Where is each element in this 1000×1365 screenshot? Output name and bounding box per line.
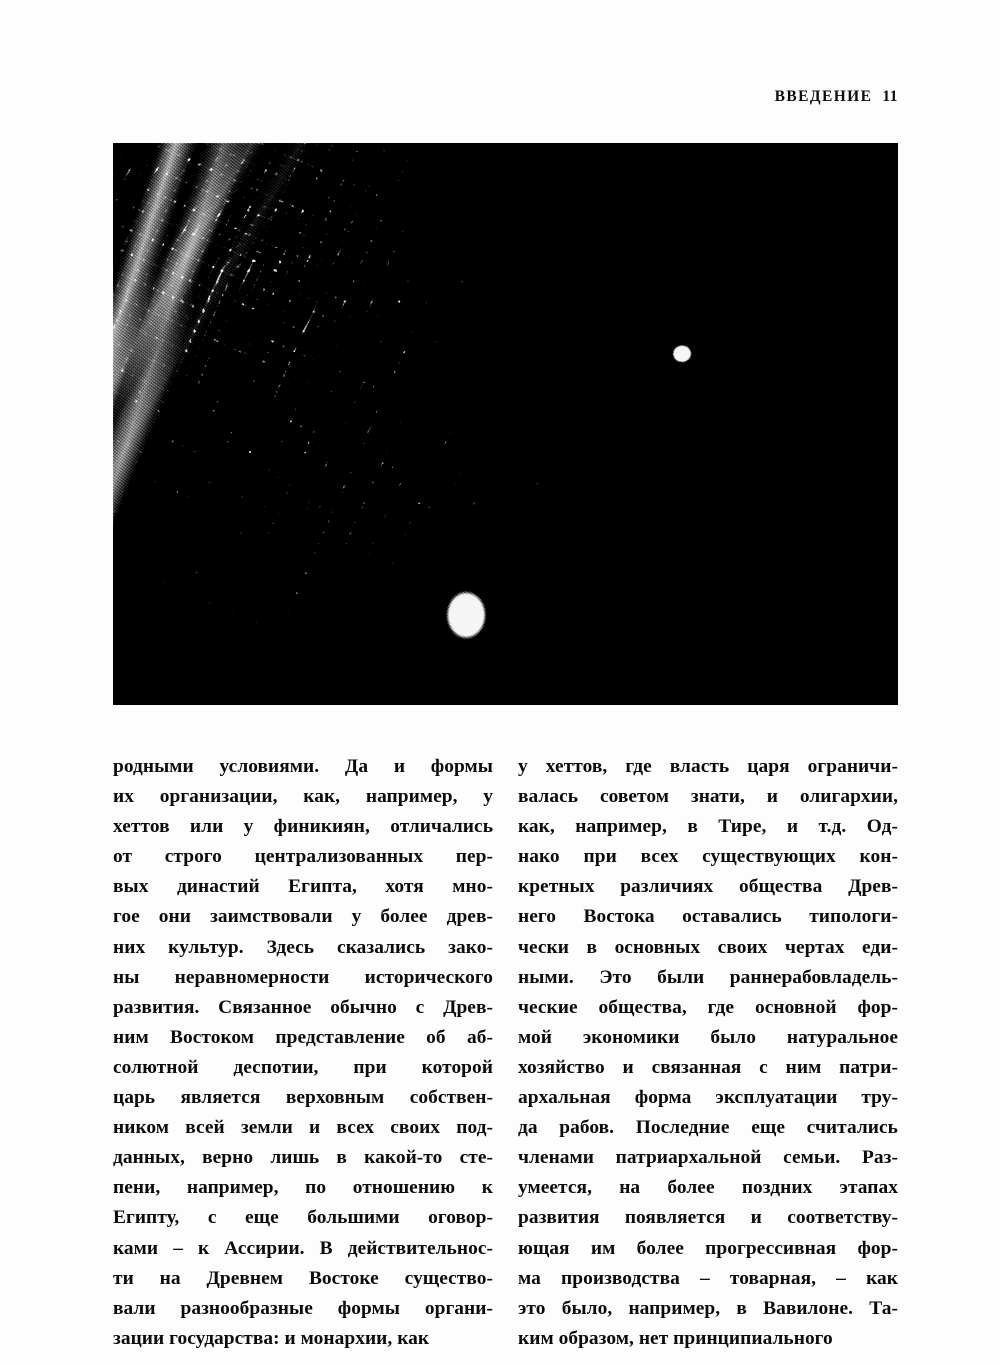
text-column-left bbox=[113, 752, 493, 1354]
text-line: хеттов или у финикиян, отличались bbox=[113, 816, 493, 838]
text-line: у хеттов, где власть царя ограничи- bbox=[518, 756, 898, 777]
running-head bbox=[113, 88, 898, 106]
text-line: ными. Это были раннерабовладель- bbox=[518, 966, 898, 988]
aerial-photograph-figure bbox=[113, 143, 898, 705]
text-line: нако при всех существующих кон- bbox=[518, 846, 898, 868]
text-line: родными условиями. Да и формы bbox=[113, 756, 493, 777]
text-line: архальная форма эксплуатации тру- bbox=[518, 1087, 898, 1109]
text-line: царь является верховным собствен- bbox=[113, 1087, 493, 1109]
text-line: ким образом, нет принципиального bbox=[518, 1327, 833, 1349]
text-line: него Востока оставались типологи- bbox=[518, 906, 898, 928]
text-line: гое они заимствовали у более древ- bbox=[113, 906, 493, 928]
text-line: их организации, как, например, у bbox=[113, 786, 493, 808]
text-line: зации государства: и монархии, как bbox=[113, 1327, 430, 1349]
text-line: вали разнообразные формы органи- bbox=[113, 1297, 493, 1319]
text-line: пени, например, по отношению к bbox=[113, 1177, 493, 1199]
text-line: ны неравномерности исторического bbox=[113, 966, 493, 988]
text-line: ником всей земли и всех своих под- bbox=[113, 1117, 493, 1139]
text-line: членами патриархальной семьи. Раз- bbox=[518, 1147, 898, 1169]
running-head-label: ВВЕДЕНИЕ bbox=[774, 88, 873, 105]
text-line: вых династий Египта, хотя мно- bbox=[113, 876, 493, 898]
text-line: это было, например, в Вавилоне. Та- bbox=[518, 1297, 898, 1319]
text-line: них культур. Здесь сказались зако- bbox=[113, 936, 493, 958]
text-line: от строго централизованных пер- bbox=[113, 846, 493, 868]
text-line: ческие общества, где основной фор- bbox=[518, 996, 898, 1018]
photo-edge-overlay bbox=[113, 143, 898, 705]
text-line: развития. Связанное обычно с Древ- bbox=[113, 996, 493, 1018]
text-column-right bbox=[518, 752, 898, 1354]
text-line: валась советом знати, и олигархии, bbox=[518, 786, 898, 808]
text-line: как, например, в Тире, и т.д. Од- bbox=[518, 816, 898, 838]
text-line: Египту, с еще большими оговор- bbox=[113, 1207, 493, 1229]
text-line: умеется, на более поздних этапах bbox=[518, 1177, 898, 1199]
text-line: солютной деспотии, при которой bbox=[113, 1056, 493, 1078]
text-line: ма производства – товарная, – как bbox=[518, 1267, 898, 1289]
text-line: данных, верно лишь в какой-то сте- bbox=[113, 1147, 493, 1169]
text-line: развития появляется и соответству- bbox=[518, 1207, 898, 1229]
text-line: хозяйство и связанная с ним патри- bbox=[518, 1056, 898, 1078]
text-line: ками – к Ассирии. В действительнос- bbox=[113, 1237, 493, 1259]
text-line: чески в основных своих чертах еди- bbox=[518, 936, 898, 958]
text-line: кретных различиях общества Древ- bbox=[518, 876, 898, 898]
page-number: 11 bbox=[882, 88, 898, 105]
text-line: да рабов. Последние еще считались bbox=[518, 1117, 898, 1139]
text-line: мой экономики было натуральное bbox=[518, 1026, 898, 1048]
aerial-photograph-image bbox=[113, 143, 898, 705]
text-line: ти на Древнем Востоке существо- bbox=[113, 1267, 493, 1289]
paragraph-left bbox=[113, 752, 493, 1354]
text-line: ющая им более прогрессивная фор- bbox=[518, 1237, 898, 1259]
paragraph-right bbox=[518, 752, 898, 1354]
body-text-columns bbox=[113, 752, 898, 1354]
text-line: ним Востоком представление об аб- bbox=[113, 1026, 493, 1048]
